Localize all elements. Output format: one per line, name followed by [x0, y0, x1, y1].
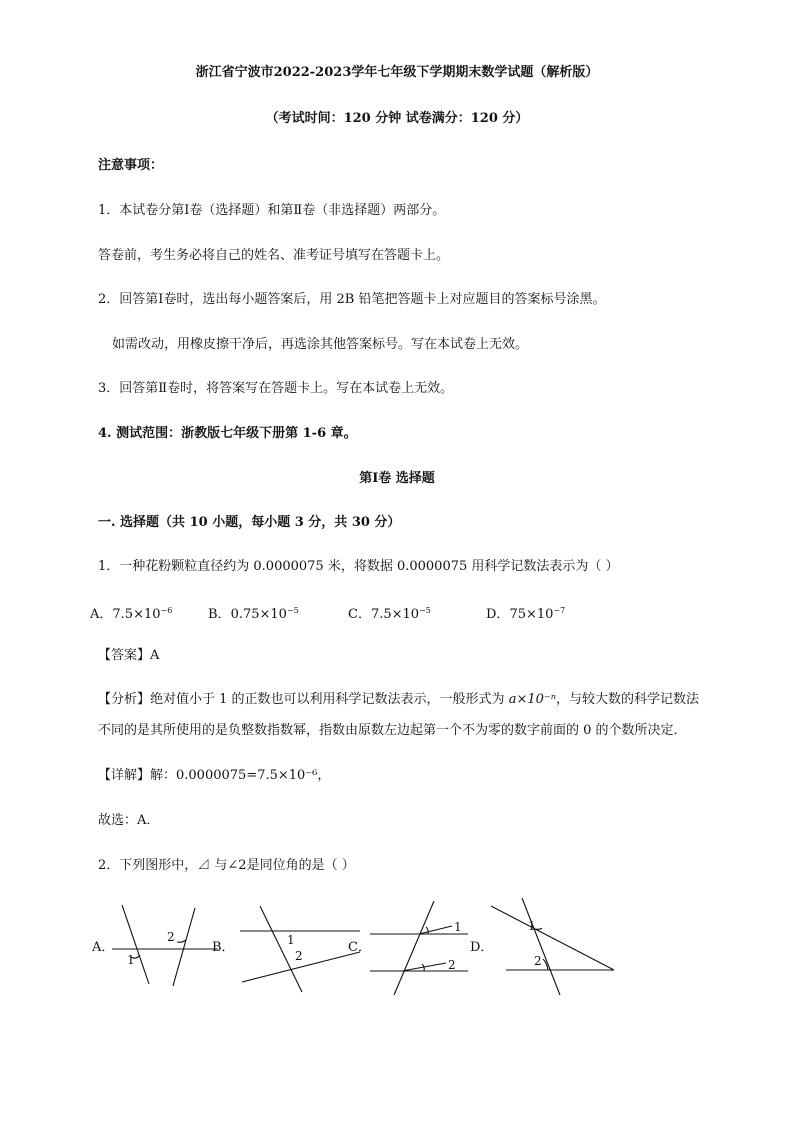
analysis-text: 绝对值小于 1 的正数也可以利用科学记数法表示，一般形式为	[150, 692, 509, 707]
figure-d-angle-1-arc	[536, 928, 542, 929]
analysis-formula: a×10⁻ⁿ	[508, 692, 557, 707]
figure-d-angle-1-label: 1	[528, 919, 536, 933]
q1-option-b: B．$0.75\times 10^{-5}$	[208, 606, 299, 622]
figure-d-slanted-line	[491, 906, 614, 970]
exam-info: （考试时间：120 分钟 试卷满分：120 分）	[265, 111, 529, 126]
q2-figure-c	[368, 898, 478, 998]
q1-detail: 【详解】解：0.0000075=7.5×10⁻⁶，	[98, 768, 331, 783]
q2-option-d-label: D．	[470, 940, 494, 955]
figure-a-angle-2-label: 2	[167, 930, 175, 944]
q1-analysis-line-2: 不同的是其所使用的是负整数指数幂，指数由原数左边起第一个不为零的数字前面的 0 的个数所决定．	[98, 723, 687, 738]
figure-d-angle-2-label: 2	[534, 954, 542, 968]
q2-option-c-label: C．	[348, 940, 371, 955]
analysis-text-tail: ，与较大数的科学记数法	[556, 692, 700, 707]
figure-a-angle-1-label: 1	[127, 953, 135, 967]
figure-c-angle-1-arc	[426, 927, 428, 934]
question-1-stem: 1．一种花粉颗粒直径约为 0.0000075 米，将数据 0.0000075 用科学记数法表示为（ ）	[98, 559, 619, 574]
q1-option-d: D．$75\times 10^{-7}$	[486, 606, 566, 622]
q1-choice: 故选：A．	[98, 813, 160, 828]
q1-option-a: A．$7.5\times 10^{-6}$	[90, 606, 173, 622]
figure-c-angle-1-label: 1	[454, 920, 462, 934]
notice-item-3: 3．回答第Ⅱ卷时，将答案写在答题卡上。写在本试卷上无效。	[98, 381, 454, 396]
q1-answer: 【答案】A	[98, 648, 160, 663]
q2-figure-d	[488, 895, 618, 1000]
notice-heading: 注意事项：	[98, 158, 164, 173]
notice-item-4: 4. 测试范围：浙教版七年级下册第 1-6 章。	[98, 426, 357, 441]
q2-option-b-label: B．	[212, 940, 235, 955]
q1-analysis-line-1	[98, 691, 699, 709]
part-title: 第Ⅰ卷 选择题	[359, 471, 435, 486]
figure-c-angle-2-label: 2	[448, 958, 456, 972]
question-2-stem: 2．下列图形中，⊿ 与∠2是同位角的是（ ）	[98, 858, 355, 873]
figure-c-transversal	[394, 901, 434, 995]
page-title: 浙江省宁波市2022-2023学年七年级下学期期末数学试题（解析版）	[195, 65, 599, 80]
q2-figure-a	[105, 900, 225, 990]
figure-c-upper-ray	[419, 926, 452, 934]
figure-d-angle-2-arc	[543, 959, 548, 970]
section-title: 一. 选择题（共 10 小题，每小题 3 分，共 30 分）	[98, 515, 401, 530]
figure-a-transversal-right	[173, 908, 195, 986]
q2-option-a-label: A．	[92, 940, 115, 955]
notice-item-1: 1．本试卷分第Ⅰ卷（选择题）和第Ⅱ卷（非选择题）两部分。	[98, 203, 446, 218]
figure-d-transversal	[522, 898, 560, 995]
figure-a-transversal-left	[122, 905, 149, 984]
figure-a-angle-2-arc	[177, 940, 186, 942]
notice-item-2-continued: 如需改动，用橡皮擦干净后，再选涂其他答案标号。写在本试卷上无效。	[112, 337, 529, 352]
notice-item-1-continued: 答卷前，考生务必将自己的姓名、准考证号填写在答题卡上。	[98, 248, 450, 263]
q1-option-c: C．$7.5\times 10^{-5}$	[348, 606, 431, 622]
figure-b-angle-2-label: 2	[295, 949, 303, 963]
q2-figure-b	[230, 900, 365, 995]
analysis-tag: 【分析】	[98, 692, 151, 707]
figure-b-angle-1-label: 1	[287, 933, 295, 947]
notice-item-2: 2．回答第Ⅰ卷时，选出每小题答案后，用 2B 铅笔把答题卡上对应题目的答案标号涂黑。	[98, 292, 606, 307]
